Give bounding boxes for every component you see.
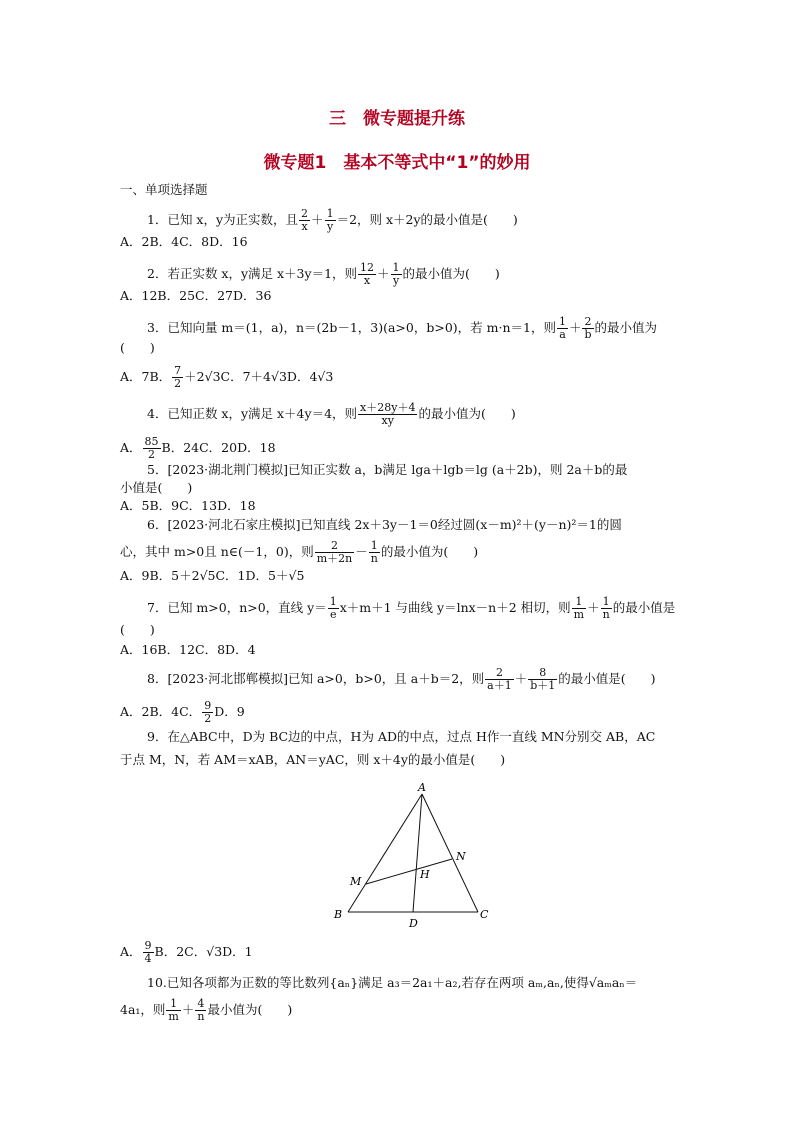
fraction: $\frac{9}{2}$ <box>204 699 212 725</box>
question-7-bracket: ( ) <box>120 622 155 637</box>
fraction: $\frac{2}{a+1}$ <box>487 666 512 692</box>
page-title: 三 微专题提升练 <box>329 109 465 129</box>
question-4-options: A． $\frac{85}{2}$ B．24C．20D．18 <box>120 435 276 461</box>
fraction: $\frac{x+28y+4}{xy}$ <box>360 401 416 427</box>
fraction: $\frac{1}{e}$ <box>329 595 337 621</box>
fraction: $\frac{2}{x}$ <box>301 207 309 233</box>
fraction: $\frac{1}{n}$ <box>370 539 378 565</box>
question-2-options: A．12B．25C．27D．36 <box>120 288 272 303</box>
question-1-options: A．2B．4C．8D．16 <box>120 234 248 249</box>
question-6-cont: 心，其中 m>0且 n∈(－1，0)，则 $\frac{2}{m+2n}$ － $\frac{1}{n}$ 的最小值为( ) <box>120 539 479 565</box>
fraction: $\frac{1}{m}$ <box>168 997 179 1023</box>
fraction: $\frac{12}{x}$ <box>360 261 375 287</box>
side-AC <box>422 794 478 912</box>
question-5-options: A．5B．9C．13D．18 <box>120 498 256 513</box>
label-B: B <box>334 908 343 921</box>
fraction: $\frac{2}{m+2n}$ <box>316 539 353 565</box>
page-subtitle: 微专题1 基本不等式中“1”的妙用 <box>263 153 531 173</box>
question-2: 2．若正实数 x，y满足 x＋3y＝1，则 $\frac{12}{x}$ ＋ $\frac{1}{y}$ 的最小值为( ) <box>147 261 500 287</box>
question-8-options: A．2B．4C． $\frac{9}{2}$ D．9 <box>120 699 245 725</box>
question-7: 7．已知 m>0，n>0，直线 y＝ $\frac{1}{e}$ x＋m＋1 与曲线 y＝lnx－n＋2 相切，则 $\frac{1}{m}$ ＋ $\frac{1}{n}$ 的最小值是 <box>147 595 676 621</box>
fraction: $\frac{4}{n}$ <box>197 997 205 1023</box>
fraction: $\frac{9}{4}$ <box>144 939 152 965</box>
label-C: C <box>480 908 489 921</box>
label-A: A <box>418 781 426 794</box>
question-1: 1．已知 x，y为正实数，且 $\frac{2}{x}$ ＋ $\frac{1}{y}$ ＝2，则 x＋2y的最小值是( ) <box>147 207 518 233</box>
fraction: $\frac{1}{m}$ <box>573 595 585 621</box>
fraction: $\frac{1}{a}$ <box>558 315 566 341</box>
question-7-options: A．16B．12C．8D．4 <box>120 642 256 657</box>
question-9-options: A． $\frac{9}{4}$ B．2C．√3D．1 <box>120 939 253 965</box>
side-AB <box>348 794 422 912</box>
question-9-cont: 于点 M，N，若 AM＝xAB，AN＝yAC，则 x＋4y的最小值是( ) <box>120 752 506 767</box>
question-6-options: A．9B．5＋2√5C．1D．5＋√5 <box>120 568 305 583</box>
question-9: 9．在△ABC中，D为 BC边的中点，H为 AD的中点，过点 H作一直线 MN分别交 AB，AC <box>147 729 656 744</box>
question-3-options: A．7B． $\frac{7}{2}$ ＋2√3C．7＋4√3D．4√3 <box>120 364 334 390</box>
question-5: 5．[2023·湖北荆门模拟]已知正实数 a，b满足 lga＋lgb＝lg (a＋2b)，则 2a＋b的最 <box>147 462 628 477</box>
median-AD <box>413 794 422 912</box>
question-3: 3．已知向量 m＝(1，a)，n＝(2b－1，3)(a>0，b>0)，若 m·n＝1，则 $\frac{1}{a}$ ＋ $\frac{2}{b}$ 的最小值为 <box>147 315 658 341</box>
triangle-figure <box>320 780 500 930</box>
fraction: $\frac{8}{b+1}$ <box>530 666 556 692</box>
label-M: M <box>350 875 362 888</box>
question-5-cont: 小值是( ) <box>120 480 193 495</box>
label-D: D <box>409 917 418 930</box>
section-heading: 一、单项选择题 <box>120 182 208 197</box>
label-N: N <box>456 850 466 863</box>
fraction: $\frac{7}{2}$ <box>174 364 182 390</box>
question-3-bracket: ( ) <box>120 340 155 355</box>
fraction: $\frac{85}{2}$ <box>144 435 159 461</box>
fraction: $\frac{1}{n}$ <box>602 595 610 621</box>
question-8: 8．[2023·河北邯郸模拟]已知 a>0，b>0，且 a＋b＝2，则 $\frac{2}{a+1}$ ＋ $\frac{8}{b+1}$ 的最小值是( ) <box>147 666 656 692</box>
question-4: 4．已知正数 x，y满足 x＋4y＝4，则 $\frac{x+28y+4}{xy}$ 的最小值为( ) <box>147 401 516 427</box>
question-6: 6．[2023·河北石家庄模拟]已知直线 2x＋3y－1＝0经过圆(x－m)²＋(y－n)²＝1的圆 <box>147 517 622 532</box>
question-10: 10.已知各项都为正数的等比数列{aₙ}满足 a₃＝2a₁＋a₂,若存在两项 aₘ,aₙ,使得√aₘaₙ＝ <box>147 975 638 990</box>
fraction: $\frac{2}{b}$ <box>584 315 592 341</box>
label-H: H <box>420 868 430 881</box>
fraction: $\frac{1}{y}$ <box>392 261 400 287</box>
question-10-cont: 4a₁，则 $\frac{1}{m}$ ＋ $\frac{4}{n}$ 最小值为( ) <box>120 997 293 1023</box>
fraction: $\frac{1}{y}$ <box>326 207 334 233</box>
